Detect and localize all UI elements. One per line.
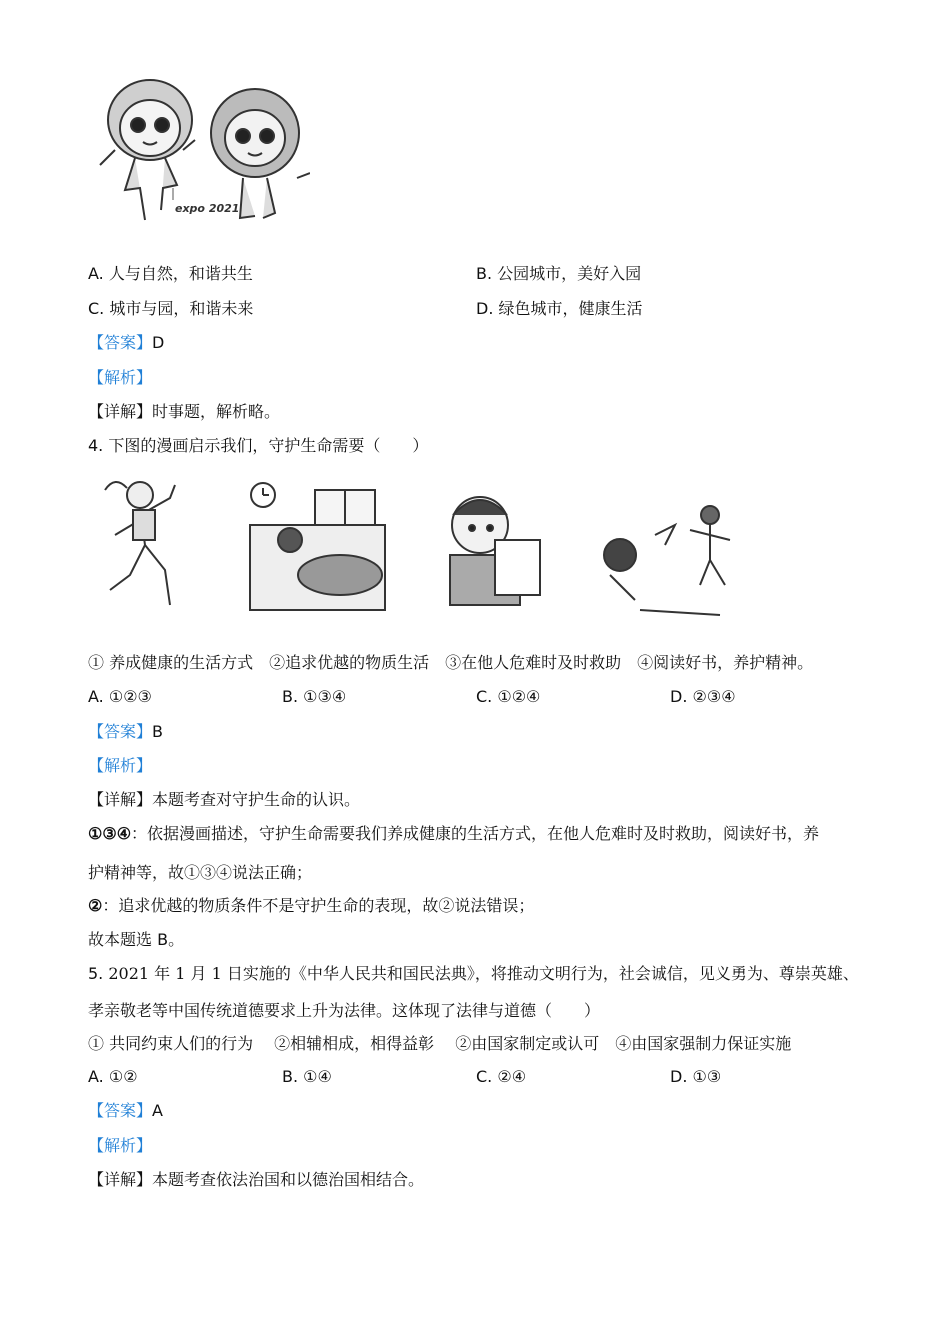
q4-detail-tag: 【详解】 [88, 790, 153, 809]
q4-option-d [670, 686, 736, 708]
q4-option-a [88, 686, 152, 708]
q4-explanation-1-cont: 护精神等，故①③④说法正确； [88, 863, 313, 882]
q5-option-c-letter: C. [476, 1067, 493, 1086]
q3-detail [88, 401, 280, 423]
q3-option-c-letter: C. [88, 299, 105, 318]
q4-conclusion-letter: B [152, 930, 169, 949]
q3-option-b-letter: B. [476, 264, 493, 283]
q5-answer-tag: 【答案】 [88, 1101, 153, 1120]
q4-answer-tag: 【答案】 [88, 722, 153, 741]
q5-statements: ① 共同约束人们的行为 ②相辅相成，相得益彰 ②由国家制定或认可 ④由国家强制力保证实施 [88, 1034, 792, 1053]
q5-detail-text: 本题考查依法治国和以德治国相结合。 [152, 1170, 425, 1189]
q4-exp1-label: ①③④ [88, 824, 132, 843]
q3-option-a [88, 263, 253, 285]
q5-option-c-text: ②④ [497, 1067, 527, 1086]
q3-option-d-text: 绿色城市，健康生活 [498, 299, 643, 318]
q3-option-c [88, 298, 253, 320]
q4-option-c-letter: C. [476, 687, 493, 706]
q4-stem-text: 下图的漫画启示我们，守护生命需要（ ） [108, 436, 429, 455]
q4-conclusion-text: 故本题选 [88, 930, 153, 949]
q3-answer [88, 332, 164, 354]
q3-option-b-text: 公园城市，美好入园 [497, 264, 642, 283]
q5-option-b [282, 1066, 332, 1088]
q5-analysis [88, 1135, 152, 1157]
q3-option-d [476, 298, 643, 320]
q4-detail [88, 789, 360, 811]
q4-option-b-letter: B. [282, 687, 299, 706]
q5-option-c [476, 1066, 526, 1088]
q4-comic-strip [95, 470, 755, 620]
q5-option-a-text: ①② [108, 1067, 138, 1086]
q4-option-a-letter: A. [88, 687, 104, 706]
q3-answer-tag: 【答案】 [88, 333, 153, 352]
q5-detail-tag: 【详解】 [88, 1170, 153, 1189]
mascot-image [95, 70, 310, 250]
q4-conclusion-end: 。 [168, 930, 185, 949]
q3-option-a-letter: A. [88, 264, 104, 283]
q5-analysis-tag: 【解析】 [88, 1136, 153, 1155]
q4-option-b [282, 686, 346, 708]
q5-answer [88, 1100, 163, 1122]
q5-stem-line-2: 孝亲敬老等中国传统道德要求上升为法律。这体现了法律与道德（ ） [88, 1001, 601, 1020]
q4-option-d-letter: D. [670, 687, 688, 706]
q4-exp2-label: ② [88, 896, 103, 915]
q5-number: 5. [88, 964, 104, 983]
q3-option-d-letter: D. [476, 299, 494, 318]
q4-stem [88, 435, 428, 457]
q4-answer-value: B [152, 722, 163, 741]
q3-answer-value: D [152, 333, 165, 352]
q5-option-d [670, 1066, 721, 1088]
q4-exp1-text: ：依据漫画描述，守护生命需要我们养成健康的生活方式，在他人危难时及时救助，阅读好书，养 [131, 824, 820, 843]
q3-option-a-text: 人与自然，和谐共生 [108, 264, 253, 283]
q4-exp2-text: ：追求优越的物质条件不是守护生命的表现，故②说法错误； [102, 896, 535, 915]
q5-option-a-letter: A. [88, 1067, 104, 1086]
q4-statements: ① 养成健康的生活方式 ②追求优越的物质生活 ③在他人危难时及时救助 ④阅读好书，养护精神。 [88, 653, 814, 672]
q5-answer-value: A [152, 1101, 163, 1120]
q5-stem-line-1 [88, 963, 859, 985]
q4-option-c [476, 686, 540, 708]
q4-detail-text: 本题考查对守护生命的认识。 [152, 790, 361, 809]
q5-option-d-letter: D. [670, 1067, 688, 1086]
q5-option-b-text: ①④ [303, 1067, 332, 1086]
q4-answer [88, 721, 163, 743]
comic-running-girl [105, 482, 175, 605]
q4-option-c-text: ①②④ [497, 687, 541, 706]
q4-option-b-text: ①③④ [303, 687, 347, 706]
q3-option-b [476, 263, 641, 285]
comic-sleeping-boy [250, 483, 385, 610]
mascot-logo-text: expo 2021 [175, 202, 240, 215]
q3-option-c-text: 城市与园，和谐未来 [109, 299, 254, 318]
q5-option-b-letter: B. [282, 1067, 299, 1086]
q4-option-a-text: ①②③ [108, 687, 152, 706]
q5-option-a [88, 1066, 138, 1088]
q3-analysis-tag: 【解析】 [88, 368, 153, 387]
q4-conclusion [88, 929, 184, 951]
q5-option-d-text: ①③ [692, 1067, 722, 1086]
q4-analysis-tag: 【解析】 [88, 756, 153, 775]
q3-detail-text: 时事题，解析略。 [152, 402, 281, 421]
q4-option-d-text: ②③④ [692, 687, 736, 706]
q3-detail-tag: 【详解】 [88, 402, 153, 421]
comic-reading-boy [450, 497, 540, 605]
q5-detail [88, 1169, 424, 1191]
q4-explanation-2 [88, 895, 534, 917]
q5-stem-text-1: 2021 年 1 月 1 日实施的《中华人民共和国民法典》，将推动文明行为，社会诚信，见义勇为、尊崇英雄、 [103, 964, 859, 983]
q3-analysis [88, 367, 152, 389]
comic-helping-children [604, 506, 730, 615]
q4-number: 4. [88, 436, 104, 455]
q4-analysis [88, 755, 152, 777]
q4-explanation-1 [88, 823, 819, 845]
